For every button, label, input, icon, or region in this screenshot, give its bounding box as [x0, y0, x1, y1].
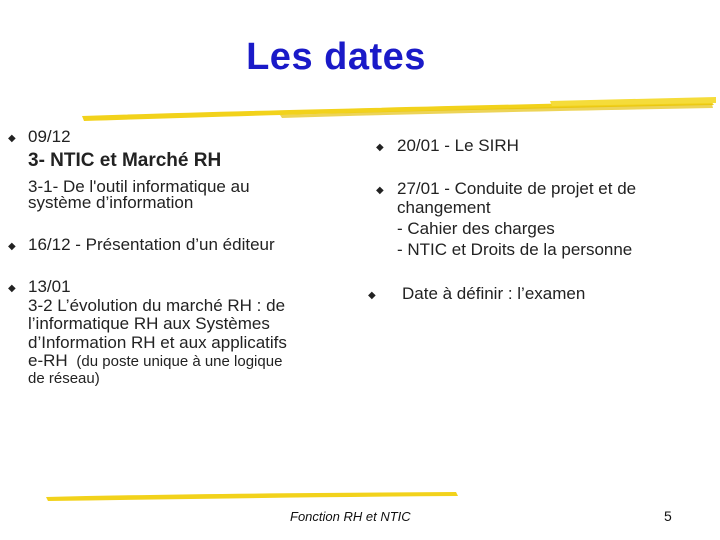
title-underline: [80, 94, 720, 126]
left-item1-sub-line2: système d’information: [28, 193, 194, 212]
left-item3-date: 13/01: [28, 277, 71, 296]
left-item1-date: 09/12: [28, 127, 71, 146]
bullet-icon: ◆: [8, 241, 16, 252]
footer-text: Fonction RH et NTIC: [290, 509, 411, 524]
left-item3-line1: 3-2 L’évolution du marché RH : de: [28, 296, 286, 315]
right-item2-line1: 27/01 - Conduite de projet et de: [397, 179, 637, 198]
bullet-icon: ◆: [8, 133, 16, 144]
left-item3-line4a: e-RH: [28, 351, 68, 370]
left-item1-sub-line1: 3-1- De l'outil informatique au: [28, 177, 250, 196]
left-item3-line4b: (du poste unique à une logique: [76, 353, 283, 370]
bullet-icon: ◆: [376, 142, 384, 153]
footer-underline: [44, 488, 464, 504]
left-item3-line2: l’informatique RH aux Systèmes: [28, 314, 270, 333]
right-item2-line2: changement: [397, 198, 491, 217]
right-item2-line3: - Cahier des charges: [397, 219, 555, 238]
bullet-icon: ◆: [8, 283, 16, 294]
right-item1: 20/01 - Le SIRH: [397, 136, 519, 155]
left-item2: 16/12 - Présentation d’un éditeur: [28, 235, 275, 254]
left-item1-heading: 3- NTIC et Marché RH: [28, 150, 222, 171]
slide-title: Les dates: [246, 36, 426, 78]
left-item3-line5: de réseau): [28, 370, 100, 387]
left-item3-line4: [28, 352, 282, 370]
page-number: 5: [664, 508, 672, 524]
right-item2-line4: - NTIC et Droits de la personne: [397, 240, 633, 259]
left-item3-line3: d’Information RH et aux applicatifs: [28, 333, 287, 352]
right-item3: Date à définir : l’examen: [402, 284, 586, 303]
bullet-icon: ◆: [368, 290, 376, 301]
bullet-icon: ◆: [376, 185, 384, 196]
